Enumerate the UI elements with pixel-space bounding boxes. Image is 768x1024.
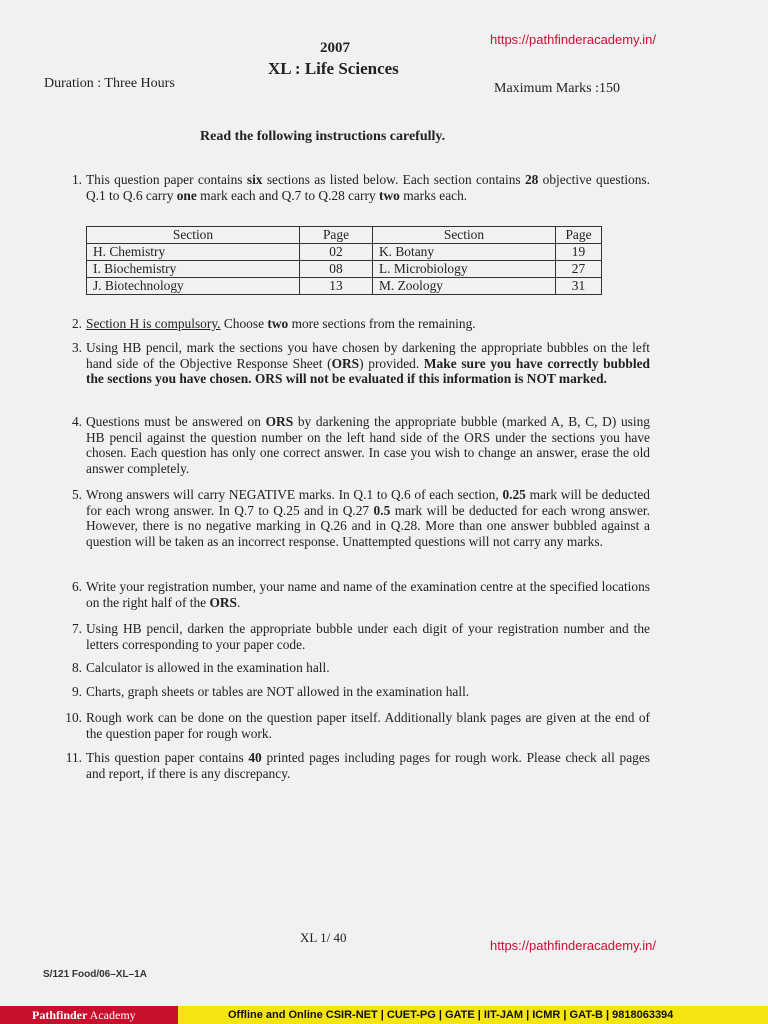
- table-cell: 31: [556, 278, 602, 295]
- instruction-item: [60, 621, 650, 652]
- section-table: [86, 226, 602, 295]
- instruction-number: 2.: [71, 316, 82, 331]
- table-row: [87, 244, 602, 261]
- instruction-text: Section H is compulsory. Choose two more sections from the remaining.: [86, 316, 476, 331]
- instruction-text: Using HB pencil, mark the sections you have chosen by darkening the appropriate bubbles on the left hand side of the Objective Response Sheet (ORS) provided. Make sure you have correctly bubbled the sections you have chosen. ORS will not be evaluated if this information is NOT marked.: [86, 340, 650, 386]
- table-cell: 19: [556, 244, 602, 261]
- table-cell: J. Biotechnology: [87, 278, 300, 295]
- paper-title: XL : Life Sciences: [268, 59, 399, 78]
- instructions-heading: Read the following instructions carefully.: [200, 129, 446, 144]
- instruction-item: [60, 340, 650, 387]
- column-header: Page: [300, 227, 373, 244]
- instruction-number: 11.: [65, 750, 82, 765]
- exam-year: 2007: [320, 40, 350, 56]
- maximum-marks-label: Maximum Marks :150: [494, 81, 620, 96]
- instruction-number: 9.: [71, 684, 82, 699]
- instruction-text: Rough work can be done on the question paper itself. Additionally blank pages are given at the end of the question paper for rough work.: [86, 710, 650, 741]
- instruction-number: 7.: [71, 621, 82, 636]
- instruction-text: Write your registration number, your name and name of the examination centre at the specified locations on the right half of the ORS.: [86, 579, 650, 610]
- instruction-item: [60, 579, 650, 610]
- instruction-number: 8.: [71, 660, 82, 675]
- instruction-number: 5.: [71, 487, 82, 502]
- table-cell: 02: [300, 244, 373, 261]
- table-cell: 08: [300, 261, 373, 278]
- table-row: [87, 261, 602, 278]
- column-header: Section: [87, 227, 300, 244]
- table-cell: 27: [556, 261, 602, 278]
- page-number: XL 1/ 40: [300, 930, 347, 945]
- instruction-item: [60, 684, 650, 700]
- website-url-bottom[interactable]: https://pathfinderacademy.in/: [490, 938, 656, 953]
- instruction-item: [60, 660, 650, 676]
- instruction-text: Charts, graph sheets or tables are NOT allowed in the examination hall.: [86, 684, 470, 699]
- instruction-number: 6.: [71, 579, 82, 594]
- table-cell: I. Biochemistry: [87, 261, 300, 278]
- website-url-top[interactable]: https://pathfinderacademy.in/: [490, 32, 656, 47]
- instruction-number: 10.: [65, 710, 82, 725]
- table-cell: M. Zoology: [373, 278, 556, 295]
- instruction-text: Calculator is allowed in the examination hall.: [86, 660, 330, 675]
- table-cell: 13: [300, 278, 373, 295]
- instruction-item: [60, 172, 650, 203]
- column-header: Section: [373, 227, 556, 244]
- table-cell: L. Microbiology: [373, 261, 556, 278]
- table-header-row: [87, 227, 602, 244]
- promo-tagline: Offline and Online CSIR-NET | CUET-PG | GATE | IIT-JAM | ICMR | GAT-B | 9818063394: [228, 1009, 674, 1021]
- instruction-text: Questions must be answered on ORS by darkening the appropriate bubble (marked A, B, C, D) using HB pencil against the question number on the left hand side of the ORS under the sections you have chosen. Each question has only one correct answer. In case you wish to change an answer, erase the old answer completely.: [86, 414, 650, 476]
- column-header: Page: [556, 227, 602, 244]
- instruction-number: 3.: [71, 340, 82, 355]
- duration-label: Duration : Three Hours: [44, 76, 175, 91]
- instruction-number: 1.: [71, 172, 82, 187]
- instruction-item: [60, 316, 650, 332]
- table-row: [87, 278, 602, 295]
- instruction-text: This question paper contains six sections as listed below. Each section contains 28 objective questions. Q.1 to Q.6 carry one mark each and Q.7 to Q.28 carry two marks each.: [86, 172, 650, 203]
- instruction-number: 4.: [71, 414, 82, 429]
- instruction-item: [60, 487, 650, 549]
- brand-name-rest: Academy: [87, 1008, 136, 1022]
- paper-code: S/121 Food/06–XL–1A: [43, 969, 147, 980]
- instruction-text: This question paper contains 40 printed pages including pages for rough work. Please check all pages and report, if there is any discrepancy.: [86, 750, 650, 781]
- promo-bar: [0, 1006, 768, 1024]
- table-cell: H. Chemistry: [87, 244, 300, 261]
- instruction-item: [60, 750, 650, 781]
- instruction-item: [60, 414, 650, 476]
- table-cell: K. Botany: [373, 244, 556, 261]
- instruction-text: Wrong answers will carry NEGATIVE marks. In Q.1 to Q.6 of each section, 0.25 mark will be deducted for each wrong answer. In Q.7 to Q.25 and in Q.27 0.5 mark will be deducted for each wrong answer. However, there is no negative marking in Q.26 and in Q.28. More than one answer bubbled against a question will be taken as an incorrect response. Unattempted questions will not carry any marks.: [86, 487, 650, 549]
- instruction-item: [60, 710, 650, 741]
- brand-name-bold: Pathfinder: [32, 1008, 88, 1022]
- instruction-text: Using HB pencil, darken the appropriate bubble under each digit of your registration number and the letters corresponding to your paper code.: [86, 621, 650, 652]
- brand-label: [0, 1006, 178, 1024]
